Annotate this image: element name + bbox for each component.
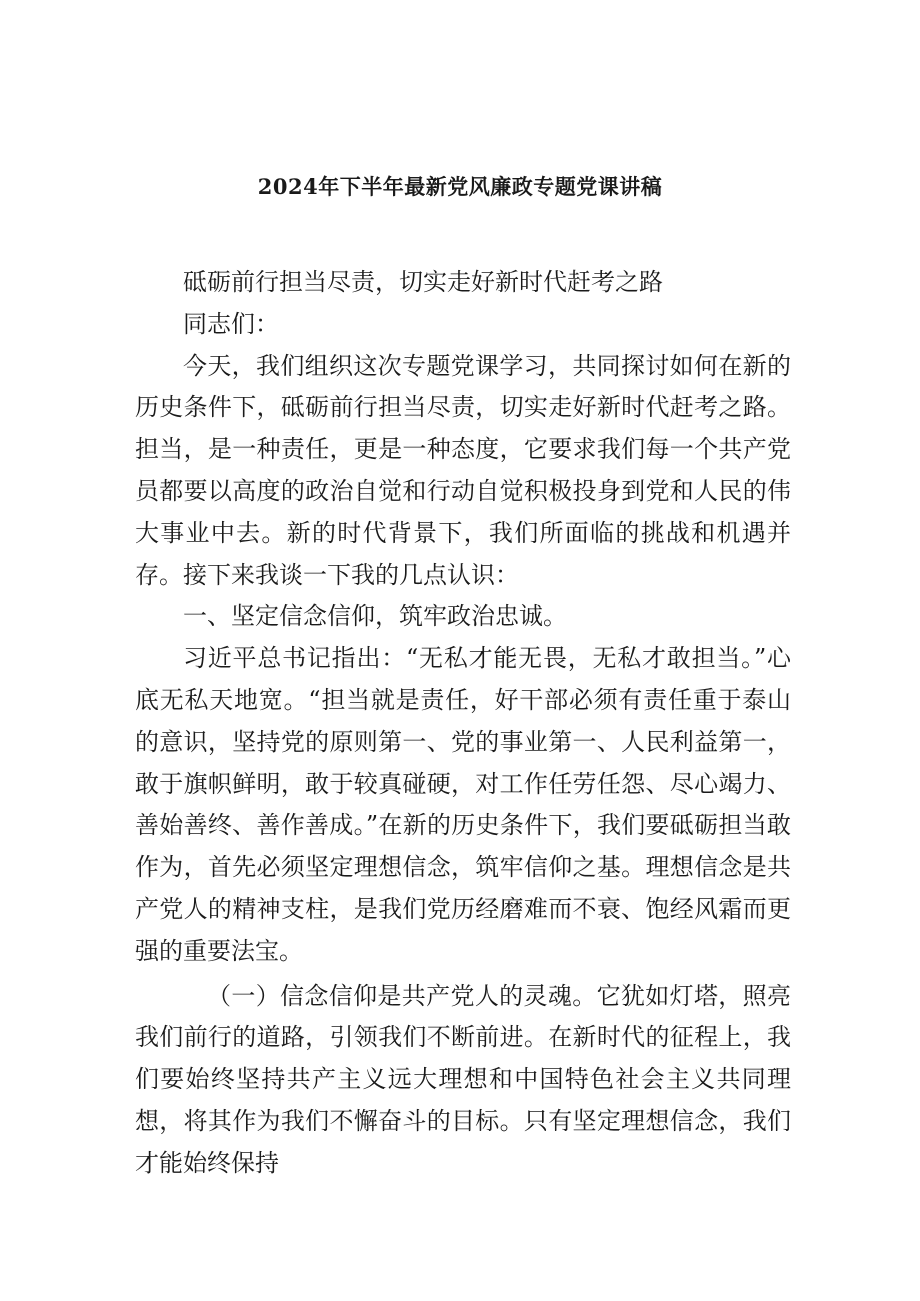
- document-body: [135, 262, 791, 1185]
- paragraph-section-heading: 一、坚定信念信仰，筑牢政治忠诚。: [183, 602, 567, 631]
- document-title: 2024年下半年最新党风廉政专题党课讲稿: [257, 174, 663, 199]
- paragraph-salutation: 同志们：: [183, 309, 279, 338]
- paragraph-intro: 今天，我们组织这次专题党课学习，共同探讨如何在新的历史条件下，砥砺前行担当尽责，切实走好新时代赶考之路。担当，是一种责任，更是一种态度，它要求我们每一个共产党员都要以高度的政治自觉和行动自觉积极投身到党和人民的伟大事业中去。新的时代背景下，我们所面临的挑战和机遇并存。接下来我谈一下我的几点认识：: [135, 351, 791, 589]
- paragraph-quote: 习近平总书记指出：“无私才能无畏，无私才敢担当。”心底无私天地宽。“担当就是责任，好干部必须有责任重于泰山的意识，坚持党的原则第一、党的事业第一、人民利益第一，敢于旗帜鲜明，敢于较真碰硬，对工作任劳任怨、尽心竭力、善始善终、善作善成。”在新的历史条件下，我们要砥砺担当敢作为，首先必须坚定理想信念，筑牢信仰之基。理想信念是共产党人的精神支柱，是我们党历经磨难而不衰、饱经风霜而更强的重要法宝。: [135, 644, 791, 965]
- paragraph-subtitle: 砥砺前行担当尽责，切实走好新时代赶考之路: [183, 268, 663, 296]
- paragraph-subsection: （一）信念信仰是共产党人的灵魂。它犹如灯塔，照亮我们前行的道路，引领我们不断前进。在新时代的征程上，我们要始终坚持共产主义远大理想和中国特色社会主义共同理想，将其作为我们不懈奋斗的目标。只有坚定理想信念，我们才能始终保持: [135, 981, 791, 1177]
